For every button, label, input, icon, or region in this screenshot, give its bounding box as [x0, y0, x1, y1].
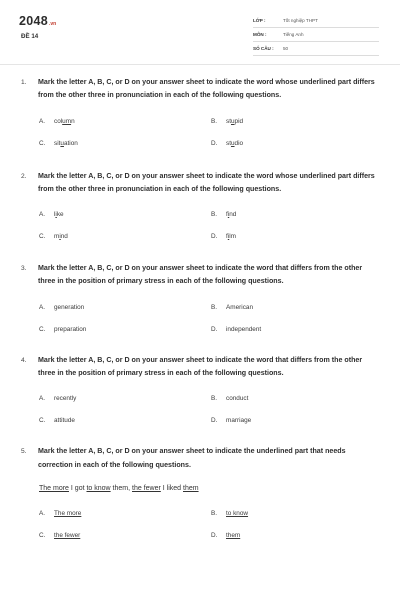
question-3 [0, 262, 400, 337]
question-header [0, 170, 400, 197]
option-letter: A. [39, 395, 46, 403]
option-letter: C. [39, 233, 46, 241]
option-d[interactable] [211, 414, 383, 428]
logo [19, 14, 56, 28]
option-c[interactable] [39, 529, 211, 543]
option-text: conduct [226, 395, 249, 403]
question-text: Mark the letter A, B, C, or D on your answer sheet to indicate the underlined part that needs correction in each of the following questions. [38, 447, 346, 469]
option-text: American [226, 303, 253, 311]
option-letter: C. [39, 531, 46, 539]
option-a[interactable] [39, 507, 211, 521]
question-header [0, 262, 400, 289]
option-text: stupid [226, 117, 244, 125]
option-d[interactable] [211, 529, 383, 543]
answer-options [0, 115, 400, 151]
option-a[interactable] [39, 392, 211, 406]
option-text: attitude [54, 417, 75, 425]
option-a[interactable] [39, 208, 211, 222]
option-a[interactable] [39, 115, 211, 129]
option-letter: D. [211, 531, 218, 539]
option-text: The more [54, 509, 82, 517]
option-text: recently [54, 395, 77, 403]
meta-value: Tốt nghiệp THPT [283, 18, 318, 23]
question-number: 5. [21, 448, 27, 456]
question-4 [0, 354, 400, 429]
option-b[interactable] [211, 208, 383, 222]
exam-code: ĐỀ 14 [21, 33, 39, 40]
answer-options [0, 301, 400, 337]
question-text: Mark the letter A, B, C, or D on your answer sheet to indicate the word whose underlined part differs from the other three in pronunciation in each of the following questions. [38, 171, 375, 193]
option-letter: D. [211, 139, 218, 147]
option-d[interactable] [211, 323, 383, 337]
option-a[interactable] [39, 301, 211, 315]
option-letter: D. [211, 325, 218, 333]
option-letter: A. [39, 303, 46, 311]
option-text: mind [54, 233, 68, 241]
question-number: 4. [21, 356, 27, 364]
question-header [0, 354, 400, 381]
question-number: 1. [21, 79, 27, 86]
option-text: studio [226, 139, 244, 147]
meta-label: LỚP : [253, 18, 266, 23]
question-header [0, 76, 400, 103]
option-d[interactable] [211, 230, 383, 244]
meta-value: 50 [283, 46, 289, 51]
option-text: independent [226, 325, 262, 333]
option-letter: D. [211, 417, 218, 425]
option-letter: C. [39, 139, 46, 147]
logo-text: 2048 [19, 14, 49, 28]
logo-suffix: .vn [49, 21, 57, 27]
question-list [0, 76, 400, 543]
option-letter: D. [211, 233, 218, 241]
question-sentence: The more I got to know them, the fewer I liked them [39, 484, 199, 492]
option-text: marriage [226, 417, 252, 425]
question-header [0, 445, 400, 472]
answer-options [0, 208, 400, 244]
option-letter: B. [211, 303, 218, 311]
option-text: film [226, 233, 236, 241]
option-letter: B. [211, 117, 218, 125]
option-letter: B. [211, 509, 218, 517]
option-text: column [54, 117, 75, 125]
option-b[interactable] [211, 392, 383, 406]
question-number: 2. [21, 172, 27, 180]
option-c[interactable] [39, 230, 211, 244]
option-text: like [54, 211, 64, 219]
document-header [0, 0, 400, 70]
option-letter: B. [211, 395, 218, 403]
option-text: to know [226, 509, 249, 517]
option-c[interactable] [39, 414, 211, 428]
option-text: preparation [54, 325, 87, 333]
option-letter: C. [39, 325, 46, 333]
option-d[interactable] [211, 137, 383, 151]
option-b[interactable] [211, 507, 383, 521]
meta-value: Tiếng Anh [283, 32, 304, 37]
question-text: Mark the letter A, B, C, or D on your answer sheet to indicate the word that differs from the other three in the position of primary stress in each of the following questions. [38, 264, 363, 286]
option-text: find [226, 211, 237, 219]
question-1 [0, 76, 400, 151]
question-text: Mark the letter A, B, C, or D on your answer sheet to indicate the word that differs from the other three in the position of primary stress in each of the following questions. [38, 355, 363, 378]
option-b[interactable] [211, 301, 383, 315]
option-text: them [226, 531, 241, 539]
option-text: situation [54, 139, 78, 147]
option-text: generation [54, 303, 85, 311]
answer-options [0, 392, 400, 428]
option-c[interactable] [39, 323, 211, 337]
question-2 [0, 170, 400, 245]
option-b[interactable] [211, 115, 383, 129]
answer-options [0, 507, 400, 543]
question-text: Mark the letter A, B, C, or D on your answer sheet to indicate the word whose underlined part differs from the other three in pronunciation in each of the following questions. [38, 78, 375, 100]
option-letter: A. [39, 211, 46, 219]
option-letter: A. [39, 117, 46, 125]
exam-meta [253, 14, 379, 56]
header-divider [0, 64, 400, 65]
meta-label: SỐ CÂU : [253, 46, 274, 51]
meta-row-count [253, 42, 379, 56]
option-letter: C. [39, 417, 46, 425]
meta-row-subject [253, 28, 379, 42]
option-c[interactable] [39, 137, 211, 151]
question-5 [0, 445, 400, 543]
meta-row-class [253, 14, 379, 28]
option-letter: B. [211, 211, 218, 219]
option-text: the fewer [54, 531, 81, 539]
option-letter: A. [39, 509, 46, 517]
question-number: 3. [21, 265, 27, 273]
meta-label: MÔN : [253, 32, 267, 37]
